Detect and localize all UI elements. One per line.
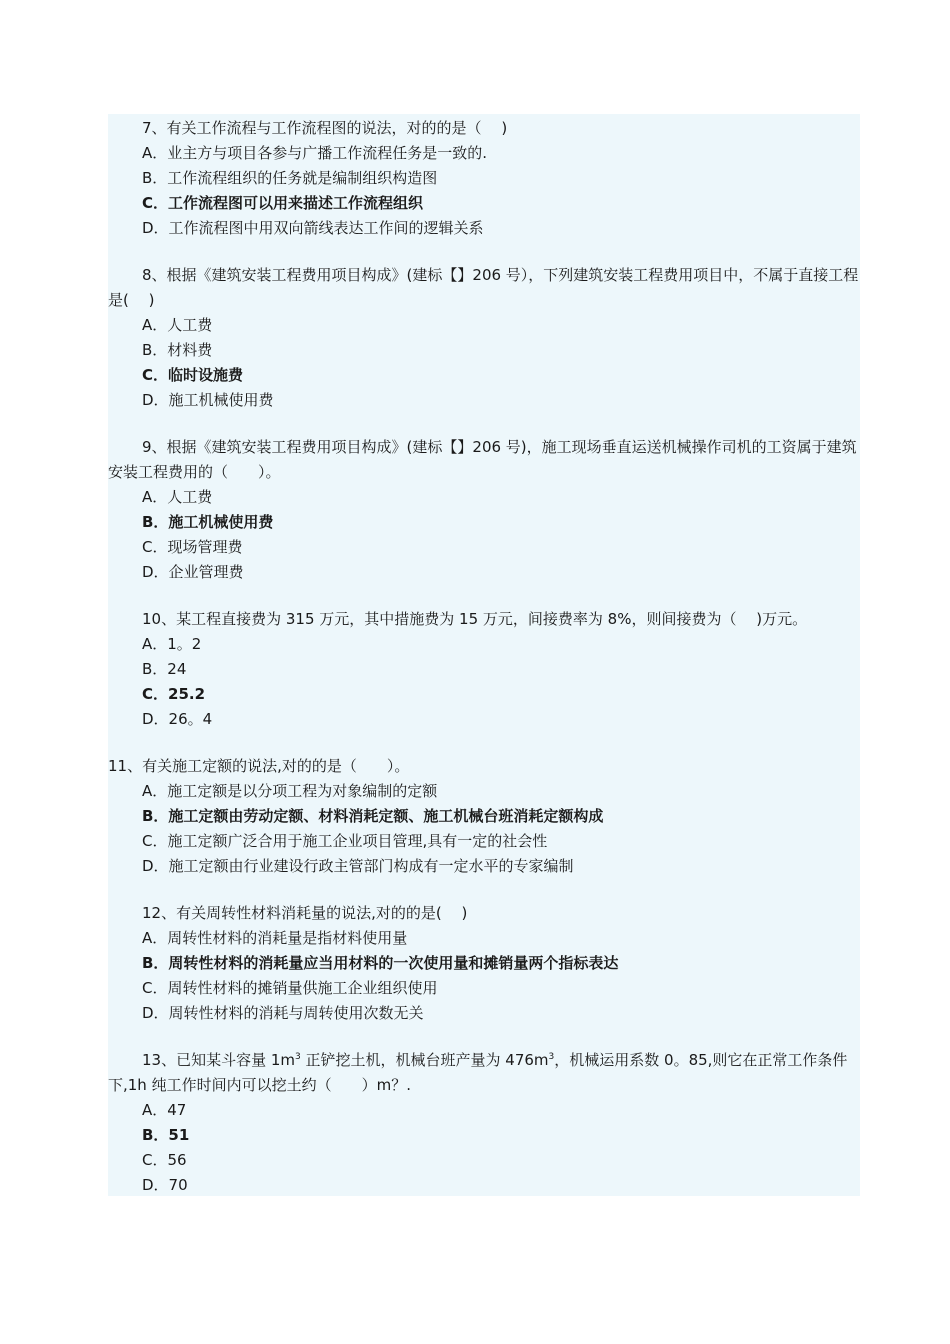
question-stem: 12、有关周转性材料消耗量的说法,对的的是( ) [142, 904, 468, 922]
option-d: D．企业管理费 [142, 563, 244, 581]
option-c-correct: C．临时设施费 [142, 366, 244, 384]
option-a: A．47 [142, 1101, 187, 1119]
stem-part: 13、已知某斗容量 1m [142, 1051, 296, 1069]
option-a: A．周转性材料的消耗量是指材料使用量 [142, 929, 408, 947]
superscript: 3 [295, 1052, 301, 1062]
option-b-correct: B．施工机械使用费 [142, 513, 274, 531]
question-stem: 9、根据《建筑安装工程费用项目构成》(建标【】206 号)，施工现场垂直运送机械操作司机的工资属于建筑安装工程费用的（ ）。 [108, 438, 857, 481]
question-stem: 11、有关施工定额的说法,对的的是（ ）。 [108, 757, 410, 775]
option-c: C．周转性材料的摊销量供施工企业组织使用 [142, 979, 438, 997]
option-c: C．施工定额广泛合用于施工企业项目管理,具有一定的社会性 [142, 832, 548, 850]
superscript: 3 [548, 1052, 555, 1062]
option-d: D．周转性材料的消耗与周转使用次数无关 [142, 1004, 424, 1022]
question-13 [108, 1048, 860, 1198]
question-7 [108, 116, 860, 241]
question-stem [108, 1048, 860, 1098]
stem-part: ，机械运用系数 0。85,则它在正常工作条件下,1h 纯工作时间内可以挖土约（ ）m？. [108, 1051, 848, 1094]
option-d: D．26。4 [142, 710, 213, 728]
option-b: B．材料费 [142, 341, 213, 359]
option-d: D．70 [142, 1176, 188, 1194]
option-b-correct: B．施工定额由劳动定额、材料消耗定额、施工机械台班消耗定额构成 [142, 807, 604, 825]
question-stem: 8、根据《建筑安装工程费用项目构成》(建标【】206 号），下列建筑安装工程费用项目中，不属于直接工程是( ) [108, 266, 859, 309]
option-a: A．施工定额是以分项工程为对象编制的定额 [142, 782, 438, 800]
option-b: B．工作流程组织的任务就是编制组织构造图 [142, 169, 438, 187]
option-c-correct: C．工作流程图可以用来描述工作流程组织 [142, 194, 424, 212]
question-11 [108, 754, 860, 879]
question-stem: 7、有关工作流程与工作流程图的说法，对的的是（ ) [142, 119, 508, 137]
question-list [108, 116, 860, 1198]
option-c-correct: C．25.2 [142, 685, 206, 703]
option-c: C．现场管理费 [142, 538, 243, 556]
option-a: A．人工费 [142, 316, 213, 334]
option-d: D．施工机械使用费 [142, 391, 274, 409]
option-b-correct: B．51 [142, 1126, 190, 1144]
option-d: D．工作流程图中用双向箭线表达工作间的逻辑关系 [142, 219, 484, 237]
option-a: A．人工费 [142, 488, 213, 506]
option-b-correct: B．周转性材料的消耗量应当用材料的一次使用量和摊销量两个指标表达 [142, 954, 619, 972]
question-10 [108, 607, 860, 732]
question-stem: 10、某工程直接费为 315 万元，其中措施费为 15 万元，间接费率为 8%，则间接费为（ )万元。 [142, 610, 808, 628]
option-a: A．1。2 [142, 635, 202, 653]
stem-part: 正铲挖土机，机械台班产量为 476m [300, 1051, 549, 1069]
option-d: D．施工定额由行业建设行政主管部门构成有一定水平的专家编制 [142, 857, 574, 875]
question-9 [108, 435, 860, 585]
option-b: B．24 [142, 660, 187, 678]
question-12 [108, 901, 860, 1026]
option-c: C．56 [142, 1151, 187, 1169]
option-a: A．业主方与项目各参与广播工作流程任务是一致的. [142, 144, 488, 162]
question-8 [108, 263, 860, 413]
